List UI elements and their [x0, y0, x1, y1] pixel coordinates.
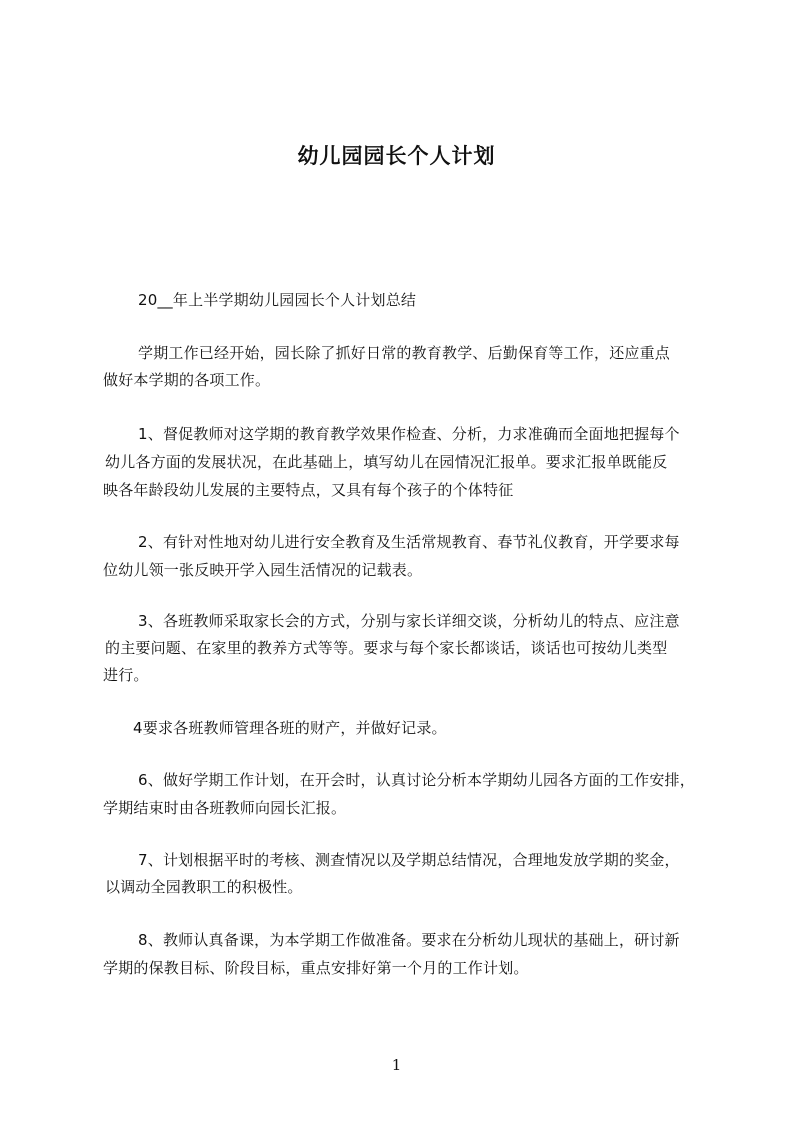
paragraph-line: 3、各班教师采取家长会的方式，分别与家长详细交谈，分析幼儿的特点、应注意 — [138, 612, 680, 630]
paragraph-line: 4要求各班教师管理各班的财产，并做好记录。 — [133, 719, 447, 737]
paragraph-line: 映各年龄段幼儿发展的主要特点，又具有每个孩子的个体特征 — [103, 481, 514, 499]
paragraph-line: 进行。 — [103, 666, 149, 684]
paragraph-line: 学期的保教目标、阶段目标，重点安排好第一个月的工作计划。 — [103, 959, 529, 977]
paragraph-line: 1、督促教师对这学期的教育教学效果作检查、分析，力求准确而全面地把握每个 — [138, 425, 680, 443]
paragraph-line: 学期结束时由各班教师向园长汇报。 — [103, 799, 347, 817]
paragraph-line: 8、教师认真备课，为本学期工作做准备。要求在分析幼儿现状的基础上，研讨新 — [138, 931, 680, 949]
paragraph-line: 2、有针对性地对幼儿进行安全教育及生活常规教育、春节礼仪教育，开学要求每 — [138, 533, 680, 551]
document-title: 幼儿园园长个人计划 — [297, 144, 496, 168]
paragraph-line: 的主要问题、在家里的教养方式等等。要求与每个家长都谈话，谈话也可按幼儿类型 — [105, 639, 668, 657]
paragraph-line: 6、做好学期工作计划，在开会时，认真讨论分析本学期幼儿园各方面的工作安排， — [138, 771, 695, 789]
document-subtitle: 20__年上半学期幼儿园园长个人计划总结 — [138, 291, 417, 309]
paragraph-line: 学期工作已经开始，园长除了抓好日常的教育教学、后勤保育等工作，还应重点 — [138, 344, 671, 362]
paragraph-line: 位幼儿领一张反映开学入园生活情况的记载表。 — [103, 561, 423, 579]
page-number: 1 — [391, 1056, 402, 1074]
paragraph-line: 以调动全园教职工的积极性。 — [105, 878, 303, 896]
paragraph-line: 做好本学期的各项工作。 — [103, 371, 271, 389]
paragraph-line: 7、计划根据平时的考核、测查情况以及学期总结情况，合理地发放学期的奖金， — [138, 851, 680, 869]
paragraph-line: 幼儿各方面的发展状况，在此基础上，填写幼儿在园情况汇报单。要求汇报单既能反 — [105, 453, 668, 471]
